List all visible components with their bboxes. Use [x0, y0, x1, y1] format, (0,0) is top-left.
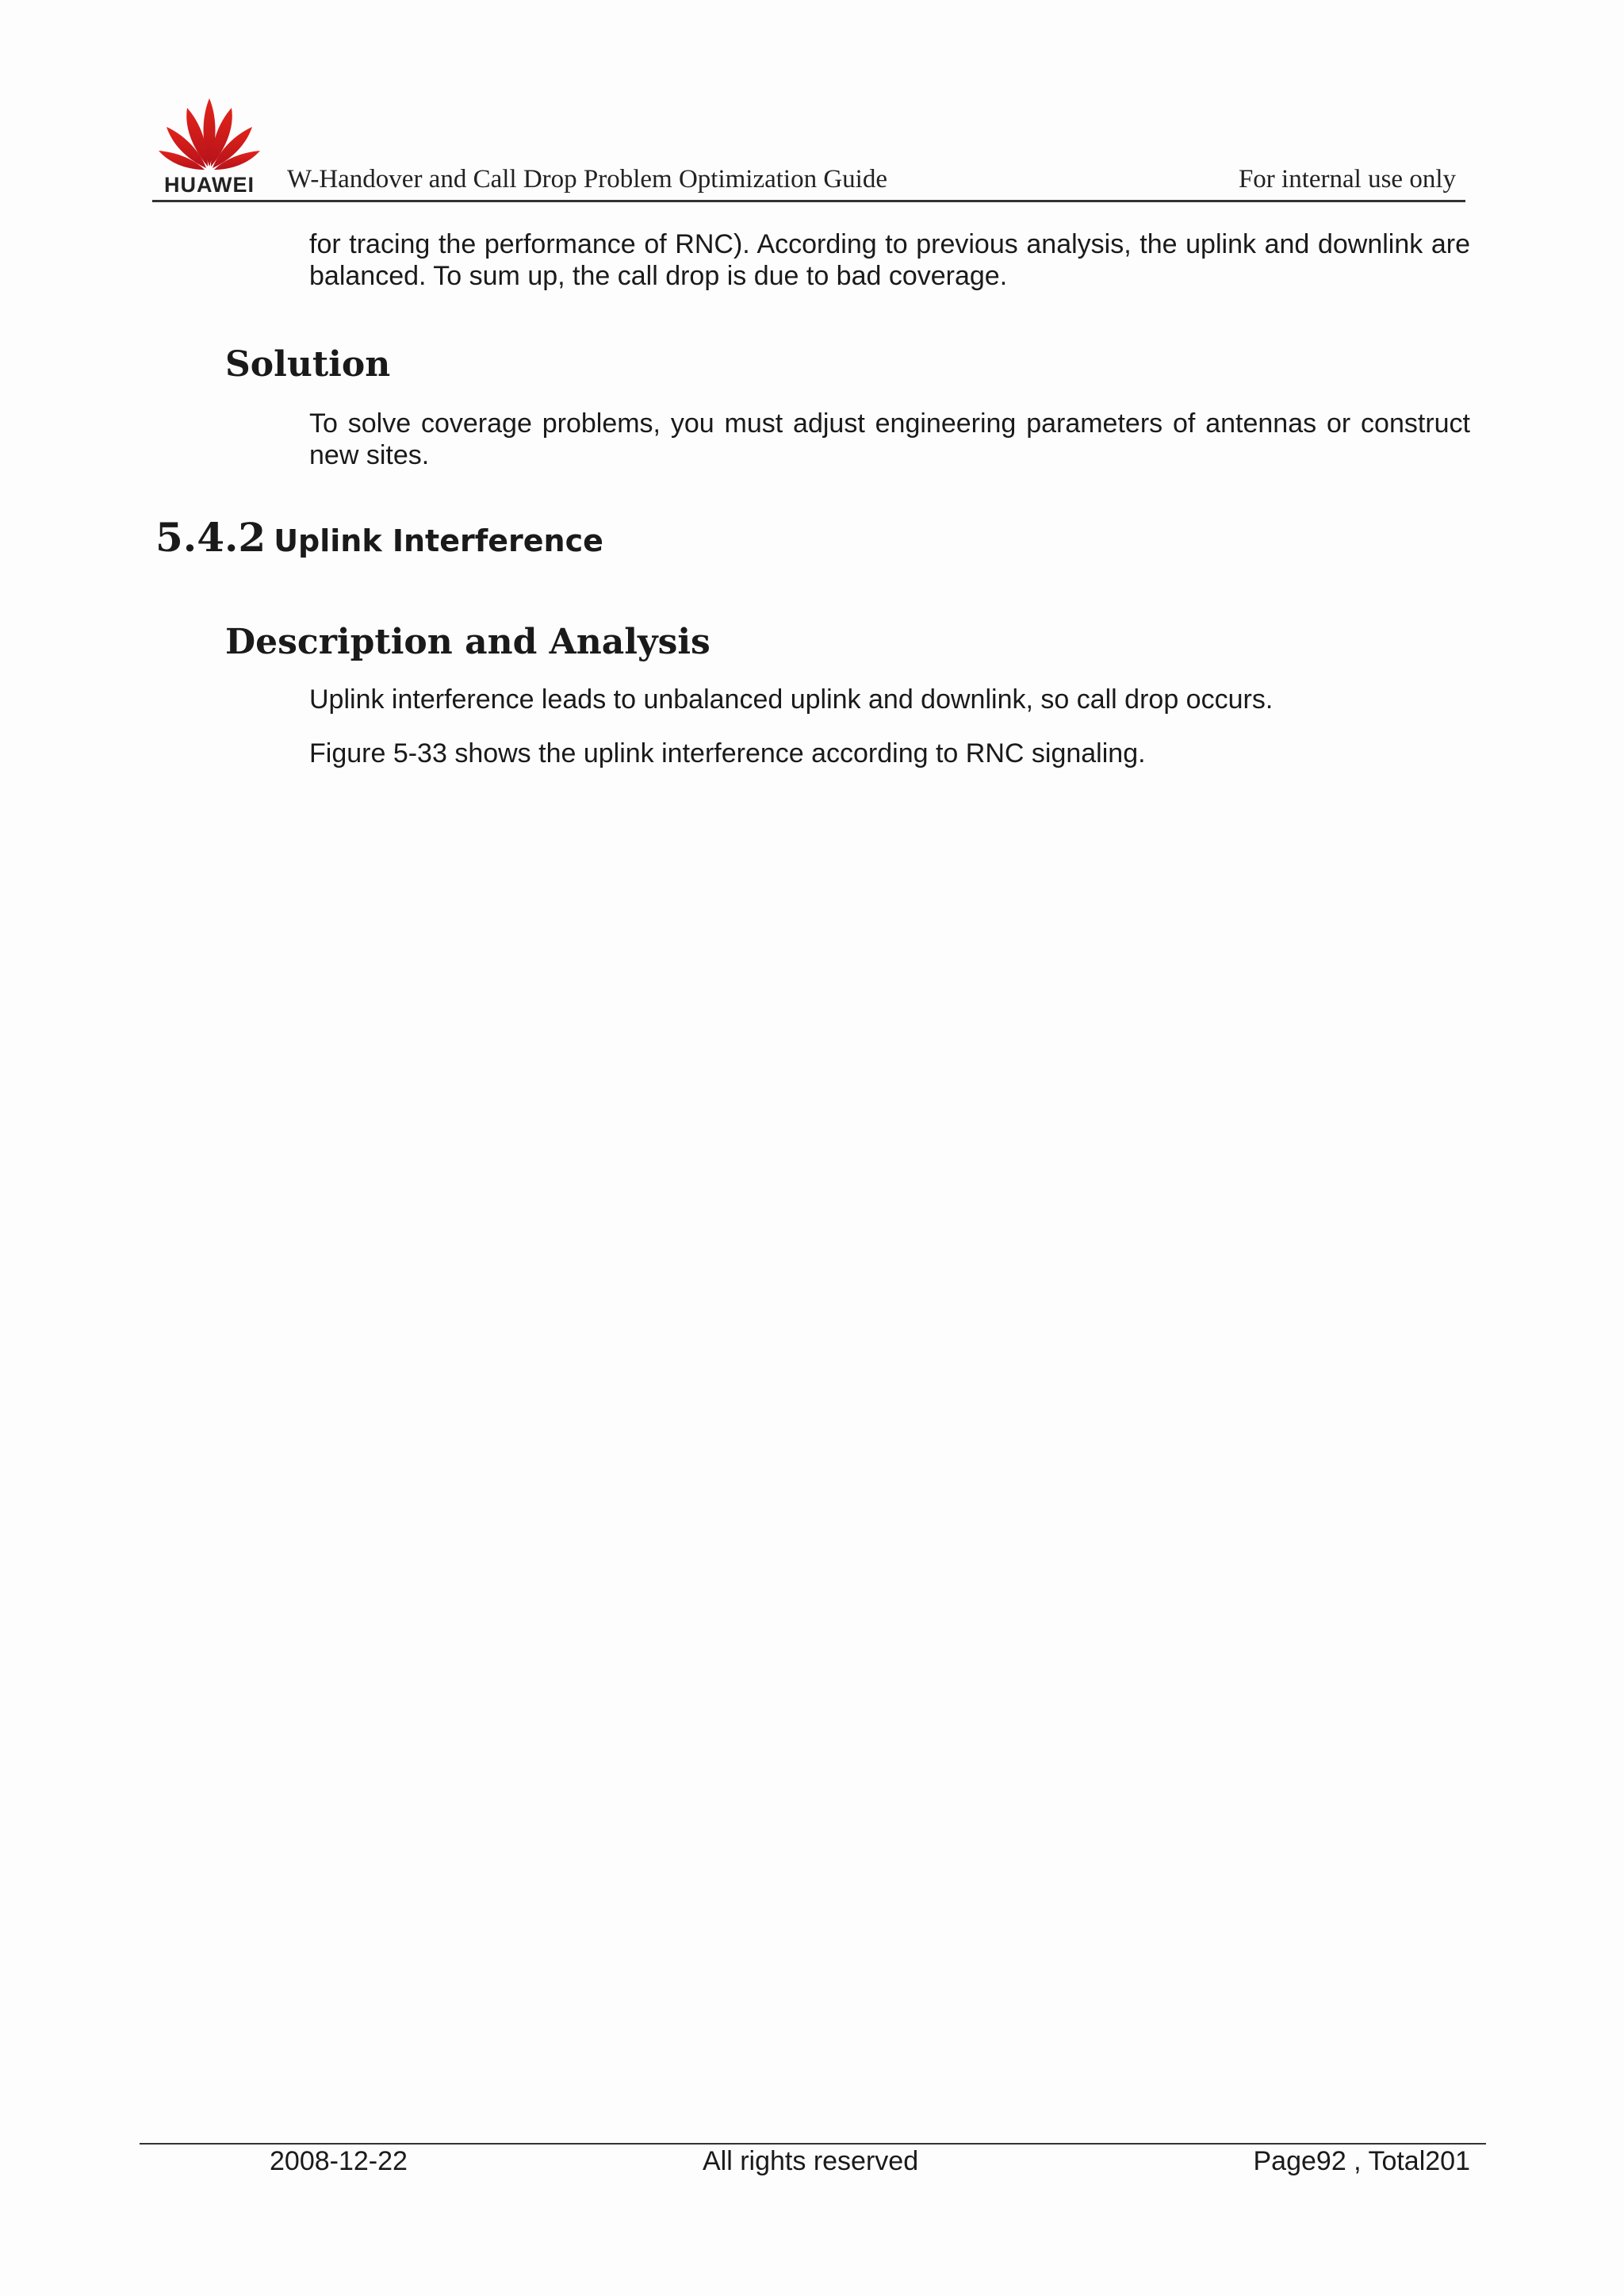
huawei-logo: [155, 94, 263, 198]
footer-rights: All rights reserved: [703, 2146, 919, 2176]
footer-divider: [140, 2143, 1486, 2145]
continued-paragraph: for tracing the performance of RNC). According to previous analysis, the uplink and downlink are balanced. To sum up, the call drop is due to bad coverage.: [309, 229, 1470, 291]
footer-date: 2008-12-22: [270, 2146, 408, 2176]
description-paragraph-1: Uplink interference leads to unbalanced uplink and downlink, so call drop occurs.: [309, 684, 1274, 715]
document-title: W-Handover and Call Drop Problem Optimization Guide: [287, 165, 888, 194]
section-heading: [155, 514, 603, 561]
huawei-petals-icon: [155, 94, 263, 173]
description-paragraph-2: Figure 5-33 shows the uplink interference according to RNC signaling.: [309, 738, 1146, 769]
huawei-logo-text: HUAWEI: [164, 173, 255, 197]
section-title: Uplink Interference: [274, 523, 603, 558]
classification-label: For internal use only: [1238, 165, 1456, 194]
solution-paragraph: To solve coverage problems, you must adjust engineering parameters of antennas or construct new sites.: [309, 408, 1470, 470]
header-divider: [152, 200, 1465, 202]
section-number: 5.4.2: [155, 514, 266, 561]
description-heading: Description and Analysis: [225, 622, 710, 662]
footer-page-info: Page92 , Total201: [1253, 2146, 1470, 2176]
solution-heading: Solution: [225, 344, 391, 385]
